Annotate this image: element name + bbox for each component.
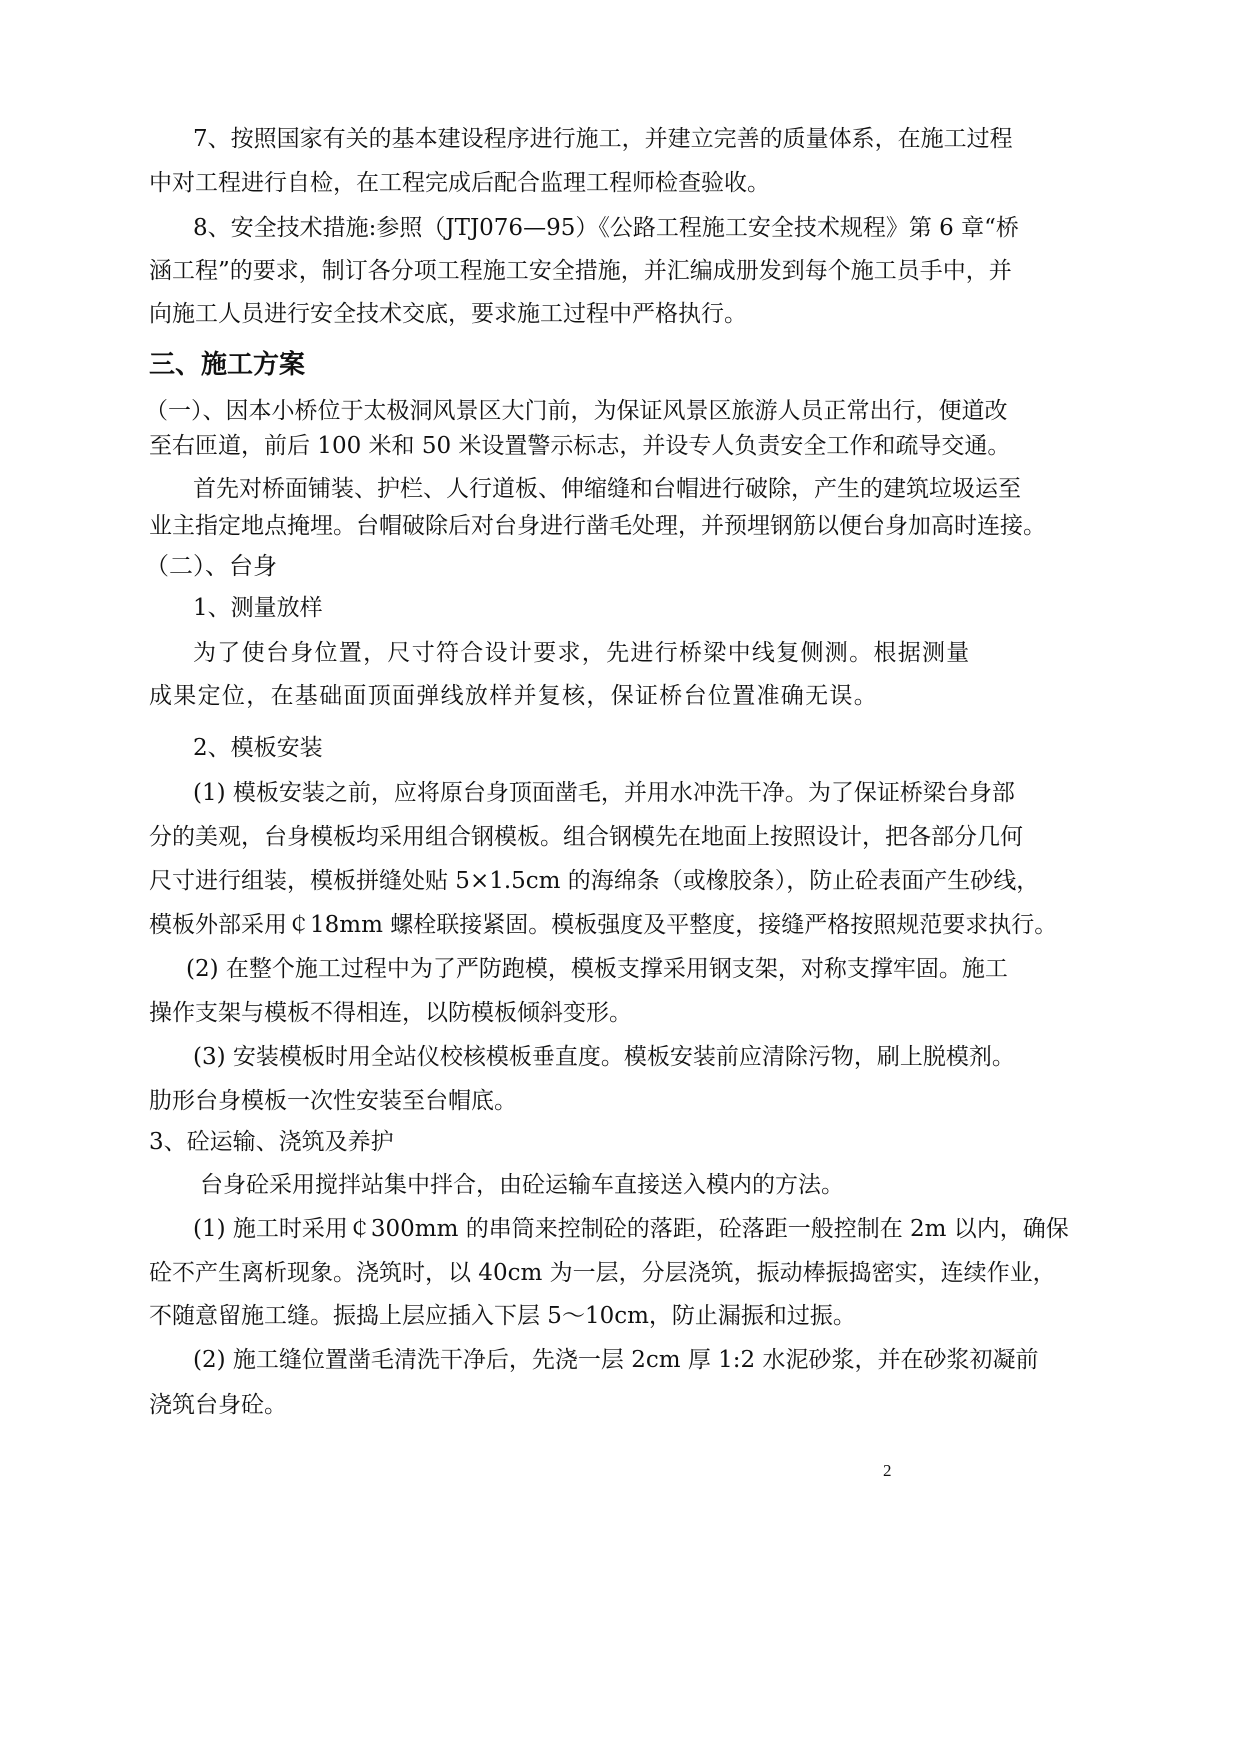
text-line: （一）、因本小桥位于太极洞风景区大门前，为保证风景区旅游人员正常出行，便道改 [145, 398, 1008, 424]
text-line: (2) 施工缝位置凿毛清洗干净后，先浇一层 2cm 厚 1:2 水泥砂浆，并在砂浆初凝前 [193, 1347, 1039, 1373]
text-line: 向施工人员进行安全技术交底，要求施工过程中严格执行。 [149, 301, 747, 327]
item-title: 1、测量放样 [193, 595, 323, 621]
text-line: 浇筑台身砼。 [149, 1392, 287, 1418]
section-heading: 三、施工方案 [149, 350, 306, 380]
text-line: (3) 安装模板时用全站仪校核模板垂直度。模板安装前应清除污物，刷上脱模剂。 [193, 1044, 1015, 1070]
item-title: 2、模板安装 [193, 735, 323, 761]
subsection-title: （二）、台身 [145, 552, 277, 580]
text-line: 首先对桥面铺装、护栏、人行道板、伸缩缝和台帽进行破除，产生的建筑垃圾运至 [193, 476, 1021, 502]
page-number: 2 [883, 1461, 892, 1480]
text-line: 操作支架与模板不得相连，以防模板倾斜变形。 [149, 1000, 632, 1026]
text-line: 肋形台身模板一次性安装至台帽底。 [149, 1088, 517, 1114]
text-line: 尺寸进行组装，模板拼缝处贴 5×1.5cm 的海绵条（或橡胶条），防止砼表面产生砂线， [149, 868, 1040, 894]
text-line: 分的美观，台身模板均采用组合钢模板。组合钢模先在地面上按照设计，把各部分几何 [149, 824, 1023, 850]
text-line: 不随意留施工缝。振捣上层应插入下层 5～10cm，防止漏振和过振。 [149, 1303, 856, 1329]
text-line: 8、安全技术措施:参照（JTJ076—95）《公路工程施工安全技术规程》第 6 章“桥 [193, 215, 1019, 241]
text-line: 至右匝道，前后 100 米和 50 米设置警示标志，并设专人负责安全工作和疏导交通。 [149, 433, 1011, 459]
text-line: (1) 施工时采用￠300mm 的串筒来控制砼的落距，砼落距一般控制在 2m 以内，确保 [193, 1216, 1069, 1242]
text-line: 业主指定地点掩埋。台帽破除后对台身进行凿毛处理，并预埋钢筋以便台身加高时连接。 [149, 513, 1046, 539]
text-line: 成果定位，在基础面顶面弹线放样并复核，保证桥台位置准确无误。 [149, 683, 878, 709]
text-line: 砼不产生离析现象。浇筑时，以 40cm 为一层，分层浇筑，振动棒振捣密实，连续作业， [149, 1260, 1056, 1286]
text-line: (2) 在整个施工过程中为了严防跑模，模板支撑采用钢支架，对称支撑牢固。施工 [186, 956, 1008, 982]
text-line: 模板外部采用￠18mm 螺栓联接紧固。模板强度及平整度，接缝严格按照规范要求执行。 [149, 912, 1058, 938]
text-line: 中对工程进行自检，在工程完成后配合监理工程师检查验收。 [149, 170, 770, 196]
item-title: 3、砼运输、浇筑及养护 [149, 1129, 394, 1155]
text-line: (1) 模板安装之前，应将原台身顶面凿毛，并用水冲洗干净。为了保证桥梁台身部 [193, 780, 1015, 806]
text-line: 7、按照国家有关的基本建设程序进行施工，并建立完善的质量体系，在施工过程 [193, 126, 1013, 152]
text-line: 为了使台身位置，尺寸符合设计要求，先进行桥梁中线复侧测。根据测量 [193, 640, 971, 666]
text-line: 台身砼采用搅拌站集中拌合，由砼运输车直接送入模内的方法。 [200, 1172, 844, 1198]
text-line: 涵工程”的要求，制订各分项工程施工安全措施，并汇编成册发到每个施工员手中，并 [149, 258, 1012, 284]
